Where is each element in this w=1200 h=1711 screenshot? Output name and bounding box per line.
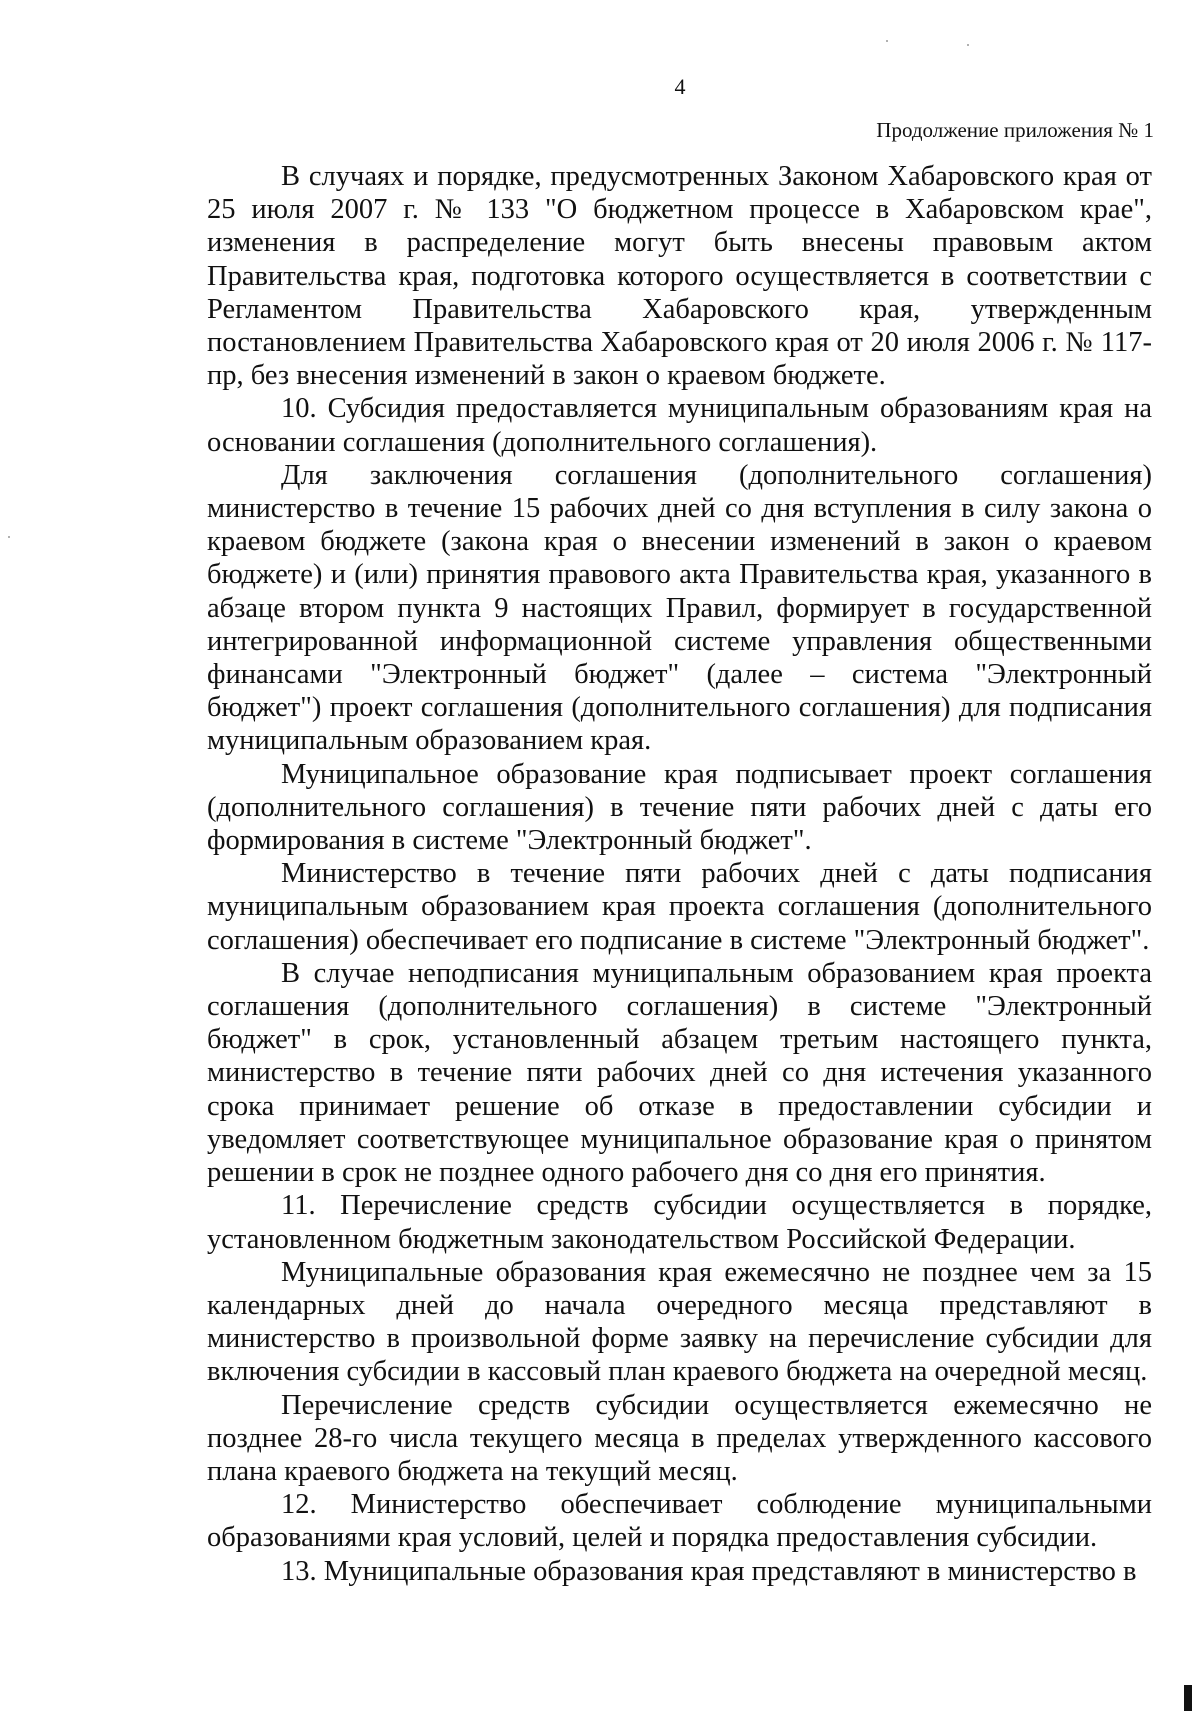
paragraph-municipality-signing: Муниципальное образование края подписывает проект соглашения (дополнительного соглашения) в течение пяти рабочих дней с даты его формирования в системе "Электронный бюджет". [207, 758, 1152, 857]
scan-speck [8, 536, 10, 538]
paragraph-item-11: 11. Перечисление средств субсидии осуществляется в порядке, установленном бюджетным законодательством Российской Федерации. [207, 1190, 1152, 1255]
appendix-continuation-note: Продолжение приложения № 1 [876, 118, 1154, 142]
scan-edge-mark [1184, 1685, 1192, 1711]
paragraph-item-12: 12. Министерство обеспечивает соблюдение муниципальными образованиями края условий, целей и порядка предоставления субсидии. [207, 1489, 1152, 1554]
paragraph-item-10: 10. Субсидия предоставляется муниципальным образованиям края на основании соглашения (дополнительного соглашения). [207, 393, 1152, 458]
paragraph-agreement-procedure: Для заключения соглашения (дополнительного соглашения) министерство в течение 15 рабочих дней со дня вступления в силу закона о краевом бюджете (закона края о внесении изменений в закон о краевом бюджете) и (или) принятия правового акта Правительства края, указанного в абзаце втором пункта 9 настоящих Правил, формирует в государственной интегрированной информационной системе управления общественными финансами "Электронный бюджет" (далее – система "Электронный бюджет") проект соглашения (дополнительного соглашения) для подписания муниципальным образованием края. [207, 459, 1152, 757]
document-body [207, 160, 1152, 1588]
paragraph-ministry-signing: Министерство в течение пяти рабочих дней с даты подписания муниципальным образованием края проекта соглашения (дополнительного соглашения) обеспечивает его подписание в системе "Электронный бюджет". [207, 858, 1152, 956]
paragraph-refusal: В случае неподписания муниципальным образованием края проекта соглашения (дополнительного соглашения) в системе "Электронный бюджет" в срок, установленный абзацем третьим настоящего пункта, министерство в течение пяти рабочих дней со дня истечения указанного срока принимает решение об отказе в предоставлении субсидии и уведомляет соответствующее муниципальное образование края о принятом решении в срок не позднее одного рабочего дня со дня его принятия. [207, 957, 1152, 1189]
scan-speck [967, 44, 969, 46]
paragraph-transfer-deadline: Перечисление средств субсидии осуществляется ежемесячно не позднее 28-го числа текущего месяца в пределах утвержденного кассового плана краевого бюджета на текущий месяц. [207, 1389, 1152, 1487]
page-number: 4 [674, 74, 686, 99]
scan-speck [886, 40, 888, 42]
paragraph-item-13: 13. Муниципальные образования края представляют в министерство в [281, 1555, 1137, 1587]
paragraph-budget-changes: В случаях и порядке, предусмотренных Законом Хабаровского края от 25 июля 2007 г. № 133 "О бюджетном процессе в Хабаровском крае", изменения в распределение могут быть внесены правовым актом Правительства края, подготовка которого осуществляется в соответствии с Регламентом Правительства Хабаровского края, утвержденным постановлением Правительства Хабаровского края от 20 июля 2006 г. № 117-пр, без внесения изменений в закон о краевом бюджете. [207, 161, 1152, 392]
paragraph-monthly-request: Муниципальные образования края ежемесячно не позднее чем за 15 календарных дней до начала очередного месяца представляют в министерство в произвольной форме заявку на перечисление субсидии для включения субсидии в кассовый план краевого бюджета на очередной месяц. [207, 1256, 1152, 1388]
